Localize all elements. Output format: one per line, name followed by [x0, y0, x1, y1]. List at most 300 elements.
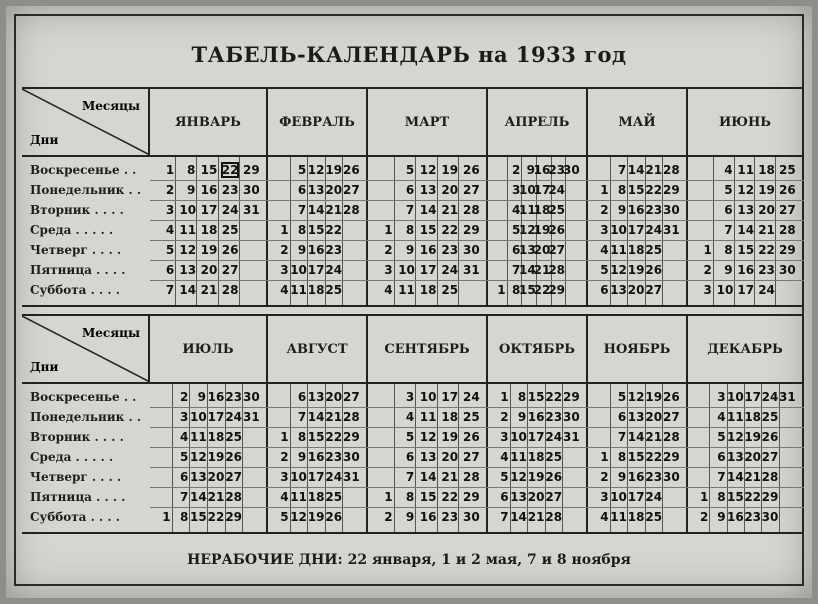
day-number: 4: [724, 163, 733, 177]
day-number: 14: [419, 470, 437, 484]
day-number: 26: [761, 430, 779, 444]
day-number: 28: [343, 410, 360, 424]
non-working-days-note: НЕРАБОЧИЕ ДНИ: 22 января, 1 и 2 мая, 7 и 8 ноября: [187, 552, 631, 568]
day-number: 2: [384, 510, 393, 524]
day-number: 1: [165, 163, 175, 177]
day-number: 24: [325, 263, 343, 277]
day-number: 23: [325, 450, 343, 464]
day-number: 1: [600, 183, 609, 197]
day-number: 14: [190, 490, 207, 504]
row-rule: [150, 407, 804, 408]
day-number: 19: [627, 263, 645, 277]
day-number: 25: [645, 510, 663, 524]
day-number: 26: [325, 510, 343, 524]
day-number: 8: [617, 183, 627, 197]
day-number: 1: [384, 490, 393, 504]
day-number: 30: [243, 183, 260, 197]
table-bottom-rule: [22, 305, 804, 307]
day-number: 9: [297, 243, 307, 257]
day-number: 12: [737, 183, 755, 197]
day-number: 8: [297, 223, 307, 237]
day-number: 9: [405, 510, 415, 524]
day-number: 12: [727, 430, 744, 444]
table-bottom-rule: [22, 532, 804, 534]
day-number: 4: [600, 510, 609, 524]
day-number: 23: [325, 243, 343, 257]
day-number: 2: [703, 263, 712, 277]
day-number: 4: [280, 283, 289, 297]
day-number: 31: [663, 223, 680, 237]
day-number: 30: [663, 470, 680, 484]
day-number: 5: [280, 510, 289, 524]
day-number: 26: [225, 450, 243, 464]
day-number: 26: [343, 163, 360, 177]
day-number: 5: [724, 183, 733, 197]
day-number: 28: [545, 510, 563, 524]
day-number: 15: [190, 510, 207, 524]
day-number: 22: [441, 490, 459, 504]
day-number: 21: [441, 470, 459, 484]
day-number: 18: [307, 490, 325, 504]
month-header: ИЮЛЬ: [150, 316, 268, 382]
day-number: 25: [463, 410, 480, 424]
day-number: 7: [617, 163, 627, 177]
day-number: 15: [419, 223, 437, 237]
day-number: 1: [600, 450, 609, 464]
day-number: 4: [717, 410, 726, 424]
day-number: 18: [419, 283, 437, 297]
day-number: 22: [545, 390, 563, 404]
day-number: 17: [307, 263, 325, 277]
day-number: 20: [325, 390, 343, 404]
day-number: 23: [545, 410, 563, 424]
day-number: 6: [724, 203, 733, 217]
day-number: 30: [463, 510, 480, 524]
weekday-label: Воскресенье . .: [30, 390, 137, 404]
day-number: 18: [627, 243, 645, 257]
day-number: 28: [663, 430, 680, 444]
day-number: 27: [343, 183, 360, 197]
day-number: 2: [500, 410, 509, 424]
day-number: 13: [610, 283, 627, 297]
day-number: 26: [221, 243, 239, 257]
weekday-label: Суббота . . . .: [30, 510, 120, 524]
month-header: МАЙ: [588, 89, 688, 155]
day-number: 2: [600, 203, 609, 217]
day-number: 9: [617, 470, 627, 484]
day-number: 12: [419, 430, 437, 444]
day-number: 20: [441, 450, 459, 464]
day-number: 21: [207, 490, 225, 504]
day-number: 28: [779, 223, 796, 237]
day-number: 21: [645, 163, 663, 177]
day-number: 20: [533, 243, 551, 257]
day-number: 28: [548, 263, 566, 277]
day-number: 18: [207, 430, 225, 444]
day-number: 19: [207, 450, 225, 464]
day-number: 21: [533, 263, 551, 277]
day-number: 30: [761, 510, 779, 524]
day-number: 2: [384, 243, 393, 257]
day-number: 5: [500, 470, 509, 484]
day-number: 22: [533, 283, 551, 297]
day-number: 6: [405, 450, 415, 464]
day-number: 16: [307, 243, 325, 257]
day-number: 23: [758, 263, 775, 277]
day-number: 24: [761, 390, 779, 404]
day-number: 12: [307, 163, 325, 177]
day-number: 24: [441, 263, 459, 277]
weekday-label: Среда . . . . .: [30, 223, 114, 237]
day-number: 25: [325, 490, 343, 504]
day-number: 7: [717, 470, 726, 484]
day-number: 15: [627, 450, 645, 464]
day-number: 24: [325, 470, 343, 484]
day-number: 22: [441, 223, 459, 237]
day-number: 11: [727, 410, 744, 424]
day-number: 17: [200, 203, 218, 217]
day-number: 13: [510, 490, 527, 504]
page-title: ТАБЕЛЬ-КАЛЕНДАРЬ на 1933 год: [191, 42, 627, 67]
day-number: 11: [290, 283, 307, 297]
day-number: 7: [165, 283, 175, 297]
month-header: НОЯБРЬ: [588, 316, 688, 382]
day-number: 17: [527, 430, 545, 444]
day-number: 23: [645, 470, 663, 484]
day-number: 23: [645, 203, 663, 217]
day-number: 6: [500, 490, 509, 504]
day-number: 15: [519, 283, 536, 297]
day-number: 21: [441, 203, 459, 217]
day-number: 5: [717, 430, 726, 444]
day-number: 27: [343, 390, 360, 404]
day-number: 21: [325, 410, 343, 424]
month-header: АВГУСТ: [268, 316, 368, 382]
day-number: 6: [600, 283, 609, 297]
day-number: 1: [384, 223, 393, 237]
day-number: 3: [179, 410, 189, 424]
day-number: 25: [645, 243, 663, 257]
day-number: 20: [207, 470, 225, 484]
day-number: 13: [519, 243, 536, 257]
day-number: 29: [761, 490, 779, 504]
day-number: 26: [463, 163, 480, 177]
row-rule: [150, 507, 804, 508]
day-number: 18: [533, 203, 551, 217]
day-number: 6: [405, 183, 415, 197]
day-number: 28: [761, 470, 779, 484]
day-number: 9: [617, 203, 627, 217]
day-number: 28: [463, 470, 480, 484]
day-number: 10: [716, 283, 734, 297]
months-days-corner: [22, 89, 150, 155]
day-number: 5: [405, 430, 415, 444]
month-header: СЕНТЯБРЬ: [368, 316, 488, 382]
day-number: 11: [610, 243, 627, 257]
weekday-label: Суббота . . . .: [30, 283, 120, 297]
day-number: 17: [627, 223, 645, 237]
day-number: 21: [744, 470, 762, 484]
weekday-label: Вторник . . . .: [30, 203, 124, 217]
day-number: 5: [297, 163, 307, 177]
day-number: 5: [179, 450, 189, 464]
row-rule: [150, 447, 804, 448]
day-number: 20: [744, 450, 762, 464]
day-number: 18: [307, 283, 325, 297]
month-header-row: [22, 314, 804, 384]
weekday-label: Четверг . . . .: [30, 243, 122, 257]
day-number: 12: [510, 470, 527, 484]
day-number: 14: [510, 510, 527, 524]
day-number: 16: [627, 203, 645, 217]
day-number: 3: [600, 490, 609, 504]
day-number: 30: [343, 450, 360, 464]
day-number: 27: [663, 410, 680, 424]
day-number: 1: [162, 510, 171, 524]
day-number: 25: [441, 283, 459, 297]
month-header-row: [22, 87, 804, 157]
day-number: 6: [165, 263, 175, 277]
day-number: 6: [511, 243, 521, 257]
weekday-label: Среда . . . . .: [30, 450, 114, 464]
day-number: 27: [221, 263, 239, 277]
day-number: 28: [343, 203, 360, 217]
day-number: 1: [500, 390, 509, 404]
day-number: 12: [627, 390, 645, 404]
day-number: 13: [179, 263, 197, 277]
day-number: 31: [243, 203, 260, 217]
day-number: 19: [325, 163, 343, 177]
day-number: 15: [527, 390, 545, 404]
day-number: 20: [200, 263, 218, 277]
day-number: 3: [405, 390, 415, 404]
day-number: 27: [761, 450, 779, 464]
day-number: 29: [343, 430, 360, 444]
day-number: 24: [225, 410, 243, 424]
day-number: 10: [190, 410, 207, 424]
day-number: 30: [563, 410, 580, 424]
day-number: 6: [179, 470, 189, 484]
day-number: 13: [307, 390, 325, 404]
day-number: 22: [645, 450, 663, 464]
day-number: 9: [405, 243, 415, 257]
day-number: 13: [419, 450, 437, 464]
day-number: 27: [779, 203, 796, 217]
day-number: 21: [325, 203, 343, 217]
day-number: 29: [663, 450, 680, 464]
day-number: 16: [727, 510, 744, 524]
day-number: 9: [197, 390, 206, 404]
day-number: 15: [737, 243, 755, 257]
day-number: 7: [179, 490, 189, 504]
day-number: 24: [463, 390, 480, 404]
day-number: 6: [297, 183, 307, 197]
day-number: 15: [727, 490, 744, 504]
day-number: 21: [527, 510, 545, 524]
row-rule: [150, 280, 804, 281]
day-number: 11: [419, 410, 437, 424]
day-number: 16: [627, 470, 645, 484]
day-number: 29: [463, 490, 480, 504]
day-number: 14: [307, 203, 325, 217]
day-number: 24: [758, 283, 775, 297]
day-number: 6: [717, 450, 726, 464]
day-number: 3: [717, 390, 726, 404]
day-number: 8: [179, 510, 189, 524]
day-number: 10: [610, 223, 627, 237]
day-number: 25: [548, 203, 566, 217]
day-number: 11: [510, 450, 527, 464]
day-number: 3: [511, 183, 521, 197]
weekday-label: Пятница . . . .: [30, 263, 126, 277]
day-number: 15: [200, 163, 218, 177]
day-number: 10: [179, 203, 197, 217]
weekday-label: Четверг . . . .: [30, 470, 122, 484]
day-number: 18: [441, 410, 459, 424]
day-number: 3: [500, 430, 509, 444]
day-number: 11: [398, 283, 415, 297]
corner-days-label: Дни: [30, 133, 59, 147]
corner-months-label: Месяцы: [82, 99, 140, 113]
day-number: 13: [190, 470, 207, 484]
day-number: 12: [519, 223, 536, 237]
day-number: 31: [463, 263, 480, 277]
day-number: 17: [419, 263, 437, 277]
day-number: 14: [737, 223, 755, 237]
day-number: 7: [297, 203, 307, 217]
day-number: 1: [699, 490, 709, 504]
day-number: 12: [419, 163, 437, 177]
month-header: ДЕКАБРЬ: [688, 316, 804, 382]
day-number: 14: [307, 410, 325, 424]
day-number: 11: [190, 430, 207, 444]
day-number: 30: [663, 203, 680, 217]
day-number: 11: [290, 490, 307, 504]
day-number: 23: [744, 510, 762, 524]
day-number: 17: [737, 283, 755, 297]
day-number: 3: [703, 283, 712, 297]
day-number: 27: [463, 183, 480, 197]
day-number: 11: [737, 163, 755, 177]
day-number: 9: [717, 510, 726, 524]
months-days-corner: [22, 316, 150, 382]
day-number: 12: [610, 263, 627, 277]
day-number: 3: [384, 263, 393, 277]
day-number: 22: [758, 243, 775, 257]
day-number: 25: [761, 410, 779, 424]
day-number: 4: [179, 430, 189, 444]
day-number: 4: [280, 490, 289, 504]
day-number: 12: [179, 243, 197, 257]
day-number: 17: [307, 470, 325, 484]
day-number: 7: [617, 430, 627, 444]
day-number: 8: [617, 450, 627, 464]
day-number: 19: [200, 243, 218, 257]
day-number: 15: [627, 183, 645, 197]
day-number: 31: [563, 430, 580, 444]
day-number: 21: [645, 430, 663, 444]
day-number: 19: [758, 183, 775, 197]
day-number: 5: [165, 243, 175, 257]
day-number: 25: [221, 223, 239, 237]
day-number: 7: [405, 470, 415, 484]
day-number: 20: [527, 490, 545, 504]
month-header: ИЮНЬ: [688, 89, 804, 155]
day-number: 13: [627, 410, 645, 424]
day-number: 19: [527, 470, 545, 484]
day-number: 17: [744, 390, 762, 404]
row-rule: [150, 487, 804, 488]
row-rule: [150, 220, 804, 221]
day-number: 14: [627, 430, 645, 444]
day-number: 2: [280, 450, 289, 464]
month-header: АПРЕЛЬ: [488, 89, 588, 155]
day-number: 17: [627, 490, 645, 504]
row-rule: [150, 467, 804, 468]
day-number: 22: [325, 223, 343, 237]
day-number: 10: [519, 183, 536, 197]
row-rule: [150, 180, 804, 181]
day-number: 14: [627, 163, 645, 177]
day-number: 24: [548, 183, 566, 197]
day-number: 16: [419, 510, 437, 524]
day-number: 2: [600, 470, 609, 484]
day-number: 20: [645, 410, 663, 424]
day-number: 8: [724, 243, 733, 257]
day-number: 26: [463, 430, 480, 444]
day-number: 20: [627, 283, 645, 297]
day-number: 14: [727, 470, 744, 484]
day-number: 29: [225, 510, 243, 524]
row-rule: [150, 200, 804, 201]
day-number: 13: [307, 183, 325, 197]
day-number: 7: [724, 223, 733, 237]
day-number: 29: [663, 183, 680, 197]
day-number: 1: [280, 223, 289, 237]
day-number: 25: [225, 430, 243, 444]
day-number: 8: [187, 163, 196, 177]
day-number: 2: [165, 183, 175, 197]
day-number: 14: [519, 263, 536, 277]
day-number: 18: [758, 163, 775, 177]
day-number: 3: [600, 223, 609, 237]
day-number: 26: [545, 470, 563, 484]
day-number: 11: [179, 223, 197, 237]
day-number: 8: [405, 490, 415, 504]
day-number: 30: [563, 163, 580, 177]
day-number: 9: [187, 183, 196, 197]
day-number: 27: [225, 470, 243, 484]
day-number: 10: [610, 490, 627, 504]
day-number: 7: [500, 510, 509, 524]
day-number: 19: [645, 390, 663, 404]
day-number: 23: [441, 510, 459, 524]
corner-months-label: Месяцы: [82, 326, 140, 340]
day-number: 19: [441, 163, 459, 177]
day-number: 27: [463, 450, 480, 464]
month-header: ОКТЯБРЬ: [488, 316, 588, 382]
day-number: 22: [645, 183, 663, 197]
day-number: 10: [419, 390, 437, 404]
day-number: 13: [419, 183, 437, 197]
day-number: 6: [297, 390, 307, 404]
day-number: 4: [600, 243, 609, 257]
day-number: 24: [221, 203, 239, 217]
day-number: 3: [165, 203, 175, 217]
month-header: МАРТ: [368, 89, 488, 155]
day-number: 4: [165, 223, 175, 237]
day-number: 29: [463, 223, 480, 237]
